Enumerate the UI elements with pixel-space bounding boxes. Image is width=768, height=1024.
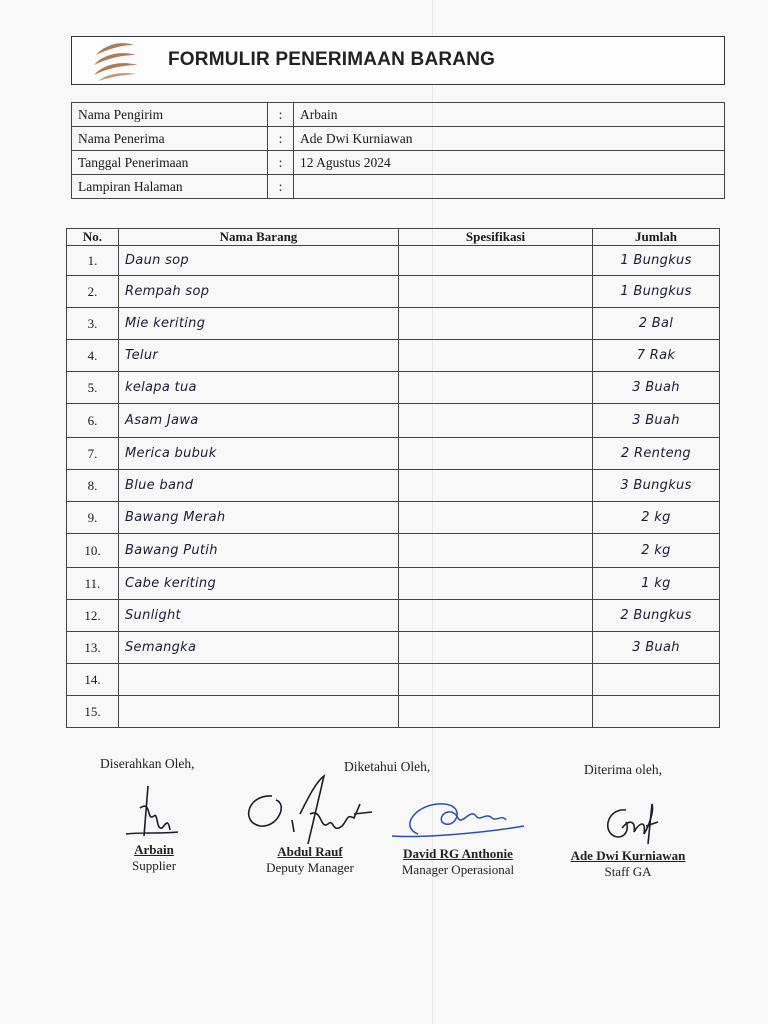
item-name: Rempah sop: [119, 276, 399, 308]
item-specification: [399, 246, 593, 276]
signature-david-icon: [388, 792, 528, 848]
signature-abdul-rauf-icon: [238, 774, 378, 848]
signatory-name: Arbain: [134, 842, 174, 857]
item-specification: [399, 308, 593, 340]
row-number: 14.: [67, 664, 119, 696]
item-specification: [399, 502, 593, 534]
row-number: 13.: [67, 632, 119, 664]
signatory-supplier: [104, 842, 204, 874]
item-name: [119, 696, 399, 728]
item-name: Asam Jawa: [119, 404, 399, 438]
diterima-oleh-label: Diterima oleh,: [584, 762, 662, 777]
item-quantity: [593, 696, 720, 728]
item-name: Telur: [119, 340, 399, 372]
item-name: Merica bubuk: [119, 438, 399, 470]
info-label: Lampiran Halaman: [72, 175, 268, 199]
table-row: [67, 632, 720, 664]
row-number: 9.: [67, 502, 119, 534]
item-quantity: 3 Buah: [593, 372, 720, 404]
info-label: Nama Penerima: [72, 127, 268, 151]
signatory-role: Deputy Manager: [266, 860, 354, 875]
row-number: 5.: [67, 372, 119, 404]
table-row: [67, 664, 720, 696]
table-row: [67, 502, 720, 534]
item-specification: [399, 664, 593, 696]
page-title: FORMULIR PENERIMAAN BARANG: [168, 49, 496, 70]
row-number: 4.: [67, 340, 119, 372]
signature-ade-icon: [596, 800, 666, 848]
item-name: [119, 664, 399, 696]
signatory-role: Supplier: [131, 858, 177, 873]
item-name: kelapa tua: [119, 372, 399, 404]
row-number: 3.: [67, 308, 119, 340]
info-separator: :: [268, 175, 294, 199]
item-specification: [399, 568, 593, 600]
info-value: Ade Dwi Kurniawan: [294, 127, 725, 151]
info-row: [72, 103, 725, 127]
item-quantity: 7 Rak: [593, 340, 720, 372]
table-row: [67, 696, 720, 728]
shipment-info-table: [71, 102, 725, 199]
row-number: 11.: [67, 568, 119, 600]
item-quantity: 1 kg: [593, 568, 720, 600]
row-number: 7.: [67, 438, 119, 470]
signatory-role: Staff GA: [604, 864, 652, 879]
column-header-spesifikasi: Spesifikasi: [399, 229, 593, 246]
item-quantity: 1 Bungkus: [593, 276, 720, 308]
item-quantity: 2 Bungkus: [593, 600, 720, 632]
item-specification: [399, 632, 593, 664]
items-table-header-row: [67, 229, 720, 246]
table-row: [67, 308, 720, 340]
item-quantity: 3 Buah: [593, 404, 720, 438]
info-separator: :: [268, 103, 294, 127]
info-label: Tanggal Penerimaan: [72, 151, 268, 175]
table-row: [67, 534, 720, 568]
table-row: [67, 340, 720, 372]
info-value: 12 Agustus 2024: [294, 151, 725, 175]
diketahui-oleh-label: Diketahui Oleh,: [344, 759, 431, 774]
item-quantity: 2 kg: [593, 534, 720, 568]
item-name: Bawang Merah: [119, 502, 399, 534]
table-row: [67, 470, 720, 502]
item-quantity: 3 Buah: [593, 632, 720, 664]
info-separator: :: [268, 151, 294, 175]
row-number: 2.: [67, 276, 119, 308]
company-logo-icon: [90, 41, 142, 83]
item-name: Blue band: [119, 470, 399, 502]
info-row: [72, 175, 725, 199]
row-number: 8.: [67, 470, 119, 502]
column-header-jumlah: Jumlah: [593, 229, 720, 246]
info-value: Arbain: [294, 103, 725, 127]
item-quantity: 2 kg: [593, 502, 720, 534]
row-number: 10.: [67, 534, 119, 568]
row-number: 15.: [67, 696, 119, 728]
item-specification: [399, 372, 593, 404]
item-name: Bawang Putih: [119, 534, 399, 568]
table-row: [67, 404, 720, 438]
item-quantity: 2 Bal: [593, 308, 720, 340]
item-specification: [399, 696, 593, 728]
item-specification: [399, 340, 593, 372]
item-quantity: [593, 664, 720, 696]
column-header-no: No.: [67, 229, 119, 246]
signatory-manager-operasional: [382, 846, 534, 878]
info-separator: :: [268, 127, 294, 151]
table-row: [67, 568, 720, 600]
column-header-nama-barang: Nama Barang: [119, 229, 399, 246]
signatory-deputy-manager: [250, 844, 370, 876]
item-name: Daun sop: [119, 246, 399, 276]
item-quantity: 2 Renteng: [593, 438, 720, 470]
form-header: [71, 36, 725, 85]
items-table: [66, 228, 720, 728]
item-specification: [399, 534, 593, 568]
row-number: 1.: [67, 246, 119, 276]
signatory-name: Abdul Rauf: [277, 844, 343, 859]
row-number: 12.: [67, 600, 119, 632]
info-value: [294, 175, 725, 199]
info-row: [72, 127, 725, 151]
info-label: Nama Pengirim: [72, 103, 268, 127]
item-quantity: 3 Bungkus: [593, 470, 720, 502]
row-number: 6.: [67, 404, 119, 438]
signature-arbain-icon: [118, 782, 188, 846]
table-row: [67, 276, 720, 308]
item-name: Cabe keriting: [119, 568, 399, 600]
diserahkan-oleh-label: Diserahkan Oleh,: [100, 756, 195, 771]
signatory-name: David RG Anthonie: [403, 846, 513, 861]
info-row: [72, 151, 725, 175]
table-row: [67, 372, 720, 404]
item-specification: [399, 404, 593, 438]
item-quantity: 1 Bungkus: [593, 246, 720, 276]
item-specification: [399, 438, 593, 470]
signatory-role: Manager Operasional: [401, 862, 515, 877]
item-specification: [399, 276, 593, 308]
item-specification: [399, 470, 593, 502]
signatory-name: Ade Dwi Kurniawan: [570, 848, 686, 863]
item-name: Semangka: [119, 632, 399, 664]
table-row: [67, 600, 720, 632]
table-row: [67, 438, 720, 470]
item-specification: [399, 600, 593, 632]
item-name: Sunlight: [119, 600, 399, 632]
item-name: Mie keriting: [119, 308, 399, 340]
table-row: [67, 246, 720, 276]
signatory-staff-ga: [552, 848, 704, 880]
